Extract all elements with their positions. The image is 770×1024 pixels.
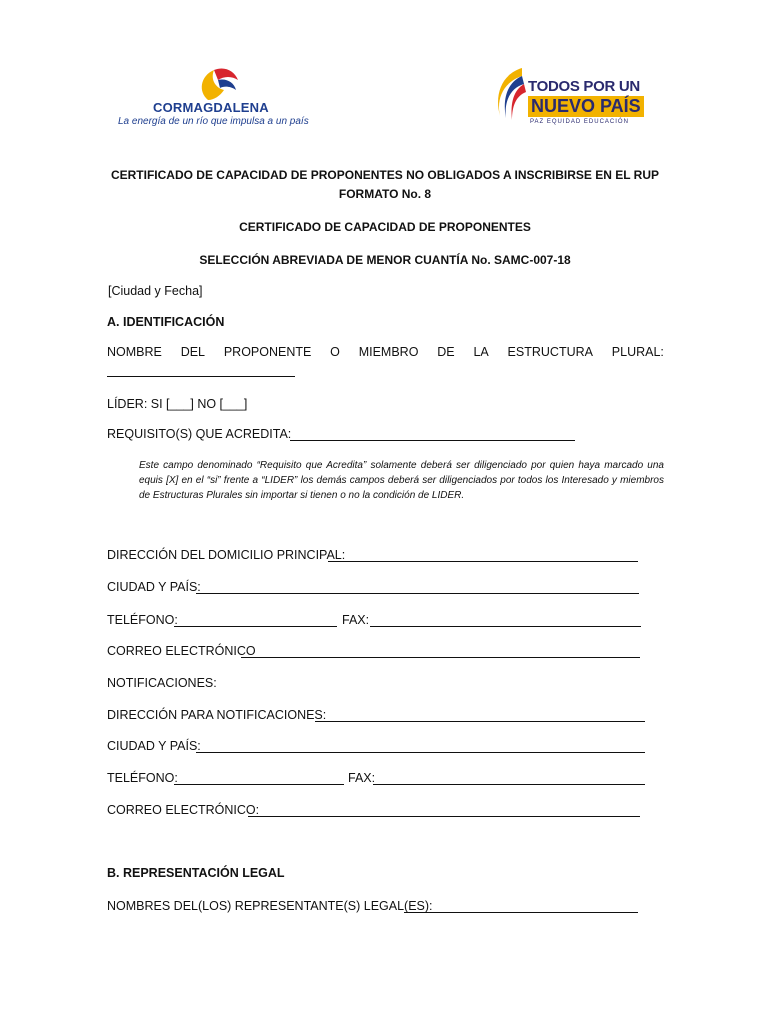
ciudad-label: CIUDAD Y PAÍS: bbox=[107, 580, 201, 594]
correo2-label: CORREO ELECTRÓNICO: bbox=[107, 803, 260, 817]
nombre-word: NOMBRE bbox=[107, 345, 162, 359]
process-number: SELECCIÓN ABREVIADA DE MENOR CUANTÍA No. SAMC-007-18 bbox=[199, 253, 571, 267]
nuevo-pais-emblem-icon bbox=[488, 64, 528, 134]
fax2-field[interactable] bbox=[373, 784, 645, 785]
cormagdalena-emblem-icon bbox=[188, 62, 248, 102]
place-date: [Ciudad y Fecha] bbox=[108, 284, 203, 298]
nuevo-pais-line3: PAZ EQUIDAD EDUCACIÓN bbox=[530, 119, 629, 125]
cormagdalena-logo bbox=[118, 62, 318, 132]
requisitos-field[interactable] bbox=[290, 440, 575, 441]
lider-field[interactable]: LÍDER: SI [___] NO [___] bbox=[107, 397, 248, 411]
nuevo-pais-logo bbox=[488, 64, 641, 134]
correo2-field[interactable] bbox=[248, 816, 640, 817]
fax-field[interactable] bbox=[370, 626, 641, 627]
notificaciones-label: NOTIFICACIONES: bbox=[107, 676, 217, 690]
representantes-label: NOMBRES DEL(LOS) REPRESENTANTE(S) LEGAL(ES): bbox=[107, 899, 433, 913]
requisitos-note: Este campo denominado “Requisito que Acredita” solamente deberá ser diligenciado por quien haya marcado una equis [X] en el “si” frente a “LIDER” los demás campos deberá ser diligenciados por todos los Interesado y miembros de Estructuras Plurales sin importar si tienen o no la condición de LIDER. bbox=[139, 460, 664, 501]
nombre-word: ESTRUCTURA bbox=[507, 345, 593, 359]
fax2-label: FAX: bbox=[348, 771, 376, 785]
nombre-word: PLURAL: bbox=[611, 345, 664, 359]
requisitos-label: REQUISITO(S) QUE ACREDITA: bbox=[107, 427, 292, 441]
telefono-field[interactable] bbox=[174, 626, 337, 627]
cormagdalena-name: CORMAGDALENA bbox=[153, 100, 269, 115]
nombre-word: LA bbox=[473, 345, 489, 359]
telefono-label: TELÉFONO: bbox=[107, 613, 178, 627]
representantes-field[interactable] bbox=[404, 912, 638, 913]
cormagdalena-tagline: La energía de un río que impulsa a un país bbox=[118, 116, 309, 127]
correo-field[interactable] bbox=[241, 657, 640, 658]
dir-notif-label: DIRECCIÓN PARA NOTIFICACIONES: bbox=[107, 708, 327, 722]
nombre-word: DE bbox=[437, 345, 455, 359]
fax-label: FAX: bbox=[342, 613, 370, 627]
document-title-line1: CERTIFICADO DE CAPACIDAD DE PROPONENTES NO OBLIGADOS A INSCRIBIRSE EN EL RUP bbox=[110, 168, 660, 182]
nombre-word: MIEMBRO bbox=[358, 345, 419, 359]
section-b-title: B. REPRESENTACIÓN LEGAL bbox=[107, 866, 285, 880]
nuevo-pais-line2: NUEVO PAÍS bbox=[528, 96, 644, 117]
nombre-word: PROPONENTE bbox=[223, 345, 312, 359]
dir-notif-field[interactable] bbox=[315, 721, 645, 722]
correo-label: CORREO ELECTRÓNICO bbox=[107, 644, 256, 658]
section-a-title: A. IDENTIFICACIÓN bbox=[107, 315, 225, 329]
telefono2-field[interactable] bbox=[174, 784, 344, 785]
nombre-proponente-label bbox=[107, 345, 664, 359]
nombre-proponente-field[interactable] bbox=[107, 376, 295, 377]
nombre-word: DEL bbox=[180, 345, 206, 359]
ciudad2-field[interactable] bbox=[196, 752, 645, 753]
nuevo-pais-line1: TODOS POR UN bbox=[528, 78, 640, 95]
ciudad-field[interactable] bbox=[196, 593, 639, 594]
telefono2-label: TELÉFONO: bbox=[107, 771, 178, 785]
document-title-line2: FORMATO No. 8 bbox=[338, 187, 432, 201]
direccion-label: DIRECCIÓN DEL DOMICILIO PRINCIPAL: bbox=[107, 548, 346, 562]
ciudad2-label: CIUDAD Y PAÍS: bbox=[107, 739, 201, 753]
nombre-word: O bbox=[330, 345, 340, 359]
document-subtitle: CERTIFICADO DE CAPACIDAD DE PROPONENTES bbox=[239, 220, 531, 234]
direccion-field[interactable] bbox=[328, 561, 638, 562]
